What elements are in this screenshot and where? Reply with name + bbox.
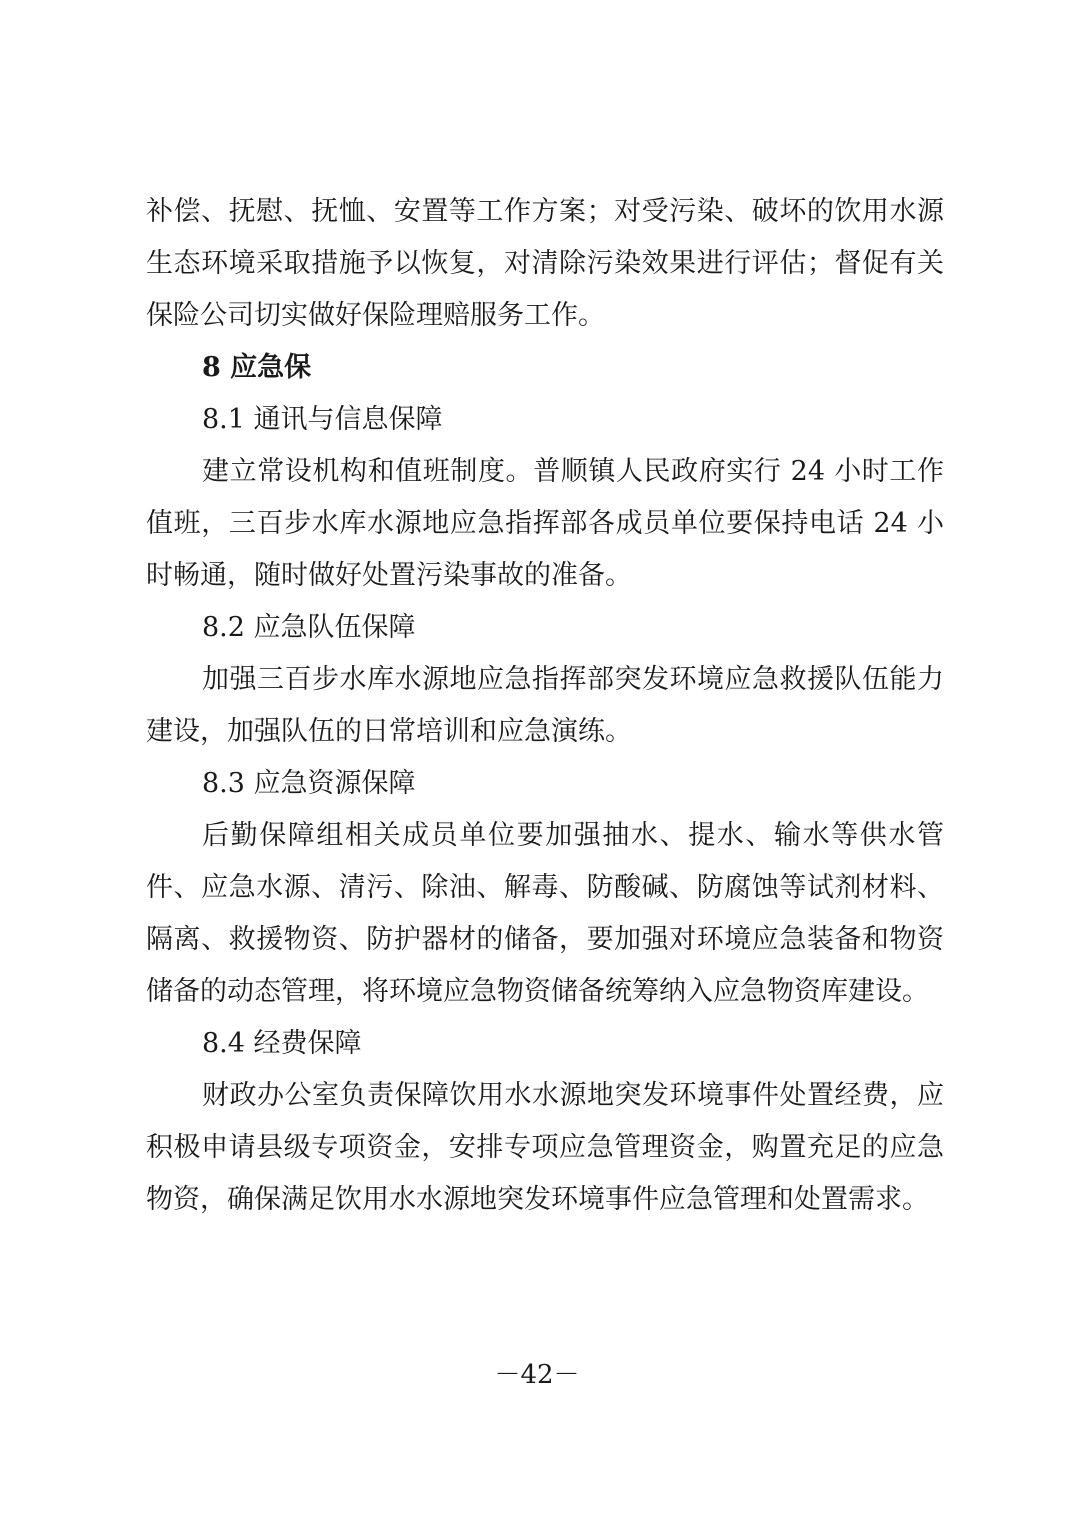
page-number: －42－ xyxy=(494,1360,580,1390)
paragraph-communication: 建立常设机构和值班制度。普顺镇人民政府实行 24 小时工作值班，三百步水库水源地应急指挥部各成员单位要保持电话 24 小时畅通，随时做好处置污染事故的准备。 xyxy=(146,456,944,591)
subsection-heading-8-2: 8.2 应急队伍保障 xyxy=(202,612,416,643)
paragraph-resources: 后勤保障组相关成员单位要加强抽水、提水、输水等供水管件、应急水源、清污、除油、解毒、防酸碱、防腐蚀等试剂材料、隔离、救援物资、防护器材的储备，要加强对环境应急装备和物资储备的动态管理，将环境应急物资储备统筹纳入应急物资库建设。 xyxy=(146,820,944,1007)
subsection-heading-8-4: 8.4 经费保障 xyxy=(202,1028,362,1059)
subsection-heading-8-1: 8.1 通讯与信息保障 xyxy=(202,404,443,435)
paragraph-funding: 财政办公室负责保障饮用水水源地突发环境事件处置经费，应积极申请县级专项资金，安排专项应急管理资金，购置充足的应急物资，确保满足饮用水水源地突发环境事件应急管理和处置需求。 xyxy=(146,1080,944,1215)
paragraph-team: 加强三百步水库水源地应急指挥部突发环境应急救援队伍能力建设，加强队伍的日常培训和应急演练。 xyxy=(146,664,944,747)
paragraph-compensation-continued: 补偿、抚慰、抚恤、安置等工作方案；对受污染、破坏的饮用水源生态环境采取措施予以恢复，对清除污染效果进行评估；督促有关保险公司切实做好保险理赔服务工作。 xyxy=(146,196,944,331)
subsection-heading-8-3: 8.3 应急资源保障 xyxy=(202,768,416,799)
section-heading-8: 8 应急保 xyxy=(202,352,312,383)
document-body xyxy=(146,186,944,1226)
